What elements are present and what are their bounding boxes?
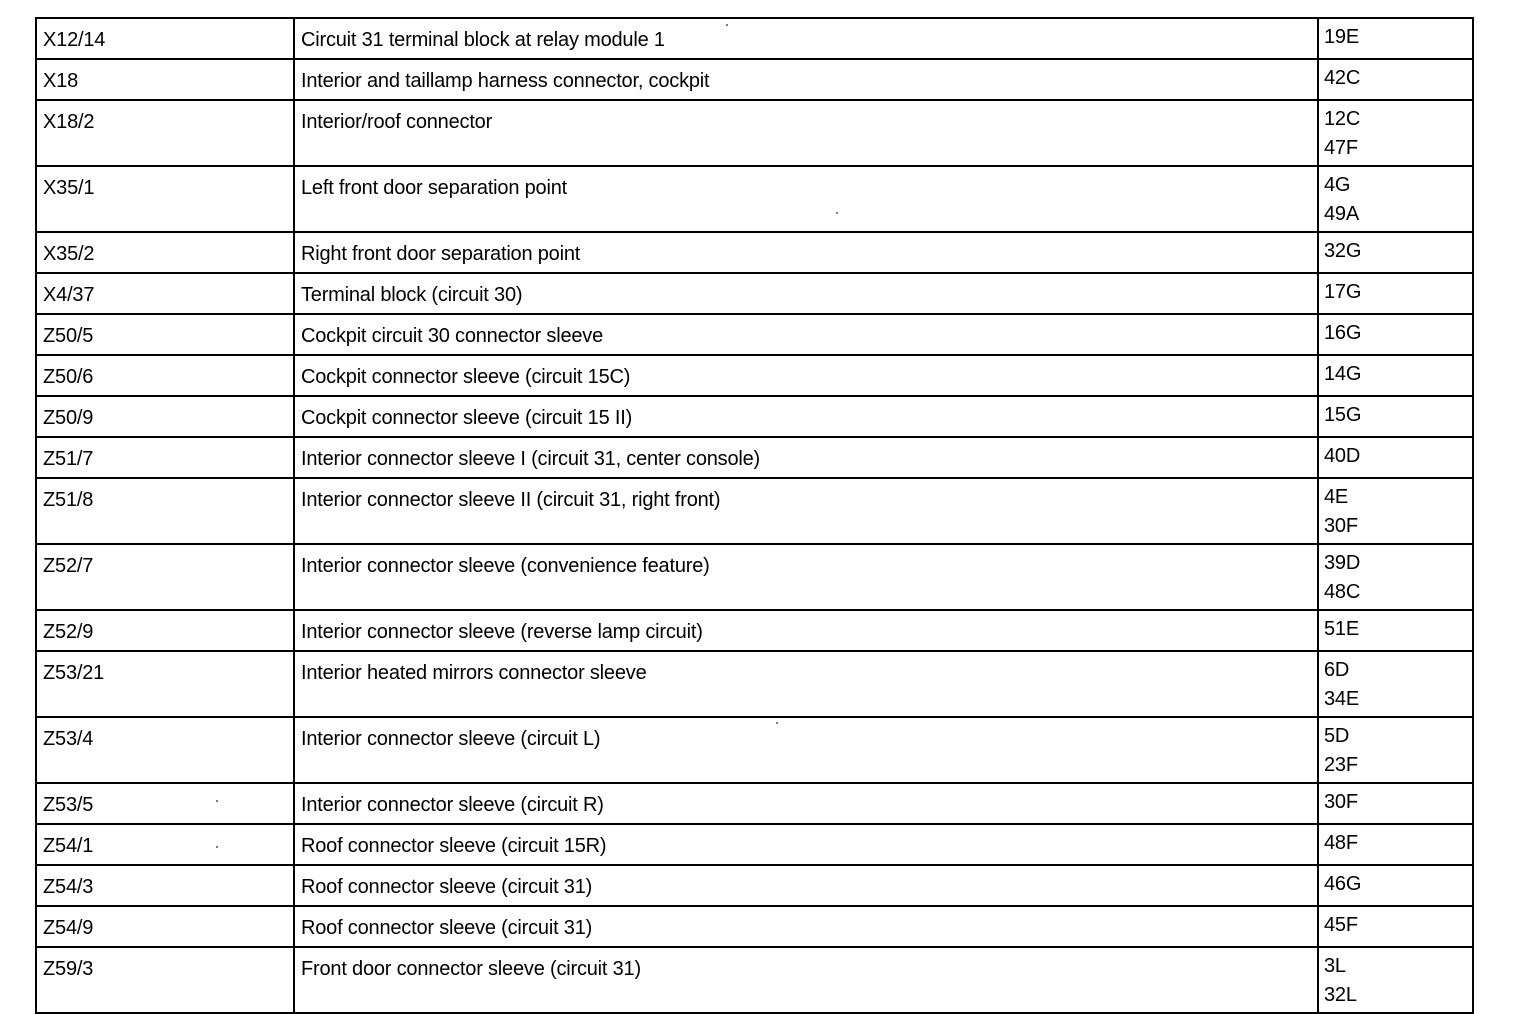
grid-location-value: 34E — [1324, 688, 1359, 710]
component-description-cell: Interior connector sleeve (convenience feature) — [294, 544, 1318, 610]
grid-location-cell — [1318, 824, 1473, 865]
table-row — [36, 783, 1473, 824]
grid-location-value: 51E — [1324, 618, 1359, 640]
table-row — [36, 544, 1473, 610]
grid-location-value: 47F — [1324, 137, 1358, 159]
table-row — [36, 396, 1473, 437]
component-description-cell: Roof connector sleeve (circuit 31) — [294, 906, 1318, 947]
grid-location-value: 12C — [1324, 108, 1361, 130]
grid-location-cell — [1318, 783, 1473, 824]
grid-location-cell — [1318, 396, 1473, 437]
grid-location-cell — [1318, 651, 1473, 717]
grid-location-value: 39D — [1324, 552, 1361, 574]
table-body — [36, 18, 1473, 1013]
grid-location-cell — [1318, 947, 1473, 1013]
table-row — [36, 355, 1473, 396]
component-code-cell: Z50/9 — [36, 396, 294, 437]
component-code-cell: Z52/9 — [36, 610, 294, 651]
component-code-cell: X18 — [36, 59, 294, 100]
component-description-cell: Interior/roof connector — [294, 100, 1318, 166]
grid-location-cell — [1318, 355, 1473, 396]
table-row — [36, 906, 1473, 947]
scan-speck — [776, 722, 778, 724]
component-code-cell: X18/2 — [36, 100, 294, 166]
table-row — [36, 610, 1473, 651]
component-description-cell: Cockpit connector sleeve (circuit 15 II) — [294, 396, 1318, 437]
component-code-cell: X35/2 — [36, 232, 294, 273]
table-row — [36, 166, 1473, 232]
grid-location-value: 16G — [1324, 322, 1362, 344]
grid-location-value: 32G — [1324, 240, 1362, 262]
component-code-cell: Z53/21 — [36, 651, 294, 717]
table-row — [36, 478, 1473, 544]
table-row — [36, 314, 1473, 355]
scan-speck — [726, 24, 728, 26]
grid-location-value: 17G — [1324, 281, 1362, 303]
component-code-cell: Z51/7 — [36, 437, 294, 478]
grid-location-value: 46G — [1324, 873, 1362, 895]
component-code-cell: Z54/9 — [36, 906, 294, 947]
scan-speck — [216, 800, 218, 802]
table-row — [36, 947, 1473, 1013]
component-code-cell: Z52/7 — [36, 544, 294, 610]
component-code-cell: Z51/8 — [36, 478, 294, 544]
component-description-cell: Cockpit connector sleeve (circuit 15C) — [294, 355, 1318, 396]
table-row — [36, 273, 1473, 314]
grid-location-value: 49A — [1324, 203, 1359, 225]
component-description-cell: Front door connector sleeve (circuit 31) — [294, 947, 1318, 1013]
component-description-cell: Roof connector sleeve (circuit 15R) — [294, 824, 1318, 865]
grid-location-cell — [1318, 232, 1473, 273]
grid-location-value: 48F — [1324, 832, 1358, 854]
grid-location-cell — [1318, 437, 1473, 478]
component-description-cell: Interior connector sleeve I (circuit 31, center console) — [294, 437, 1318, 478]
component-code-cell: Z54/3 — [36, 865, 294, 906]
grid-location-value: 30F — [1324, 515, 1358, 537]
component-code-cell: Z50/6 — [36, 355, 294, 396]
component-code-cell: X35/1 — [36, 166, 294, 232]
grid-location-value: 42C — [1324, 67, 1361, 89]
grid-location-value: 48C — [1324, 581, 1361, 603]
grid-location-cell — [1318, 906, 1473, 947]
component-description-cell: Interior and taillamp harness connector, cockpit — [294, 59, 1318, 100]
component-description-cell: Roof connector sleeve (circuit 31) — [294, 865, 1318, 906]
grid-location-cell — [1318, 18, 1473, 59]
component-description-cell: Cockpit circuit 30 connector sleeve — [294, 314, 1318, 355]
grid-location-cell — [1318, 59, 1473, 100]
grid-location-cell — [1318, 273, 1473, 314]
component-code-cell: Z50/5 — [36, 314, 294, 355]
grid-location-value: 32L — [1324, 984, 1357, 1006]
grid-location-cell — [1318, 717, 1473, 783]
component-description-cell: Right front door separation point — [294, 232, 1318, 273]
grid-location-value: 45F — [1324, 914, 1358, 936]
grid-location-value: 4G — [1324, 174, 1351, 196]
component-description-cell: Interior connector sleeve II (circuit 31, right front) — [294, 478, 1318, 544]
grid-location-value: 4E — [1324, 486, 1349, 508]
component-description-cell: Interior connector sleeve (circuit R) — [294, 783, 1318, 824]
component-description-cell: Interior connector sleeve (reverse lamp circuit) — [294, 610, 1318, 651]
grid-location-value: 19E — [1324, 26, 1359, 48]
grid-location-cell — [1318, 166, 1473, 232]
table-row — [36, 437, 1473, 478]
table-row — [36, 100, 1473, 166]
component-description-cell: Circuit 31 terminal block at relay module 1 — [294, 18, 1318, 59]
table-row — [36, 824, 1473, 865]
component-code-cell: Z53/4 — [36, 717, 294, 783]
grid-location-value: 15G — [1324, 404, 1362, 426]
grid-location-cell — [1318, 865, 1473, 906]
component-code-cell: Z59/3 — [36, 947, 294, 1013]
table-row — [36, 651, 1473, 717]
component-code-cell: X4/37 — [36, 273, 294, 314]
scan-speck — [216, 846, 218, 848]
grid-location-cell — [1318, 610, 1473, 651]
grid-location-cell — [1318, 544, 1473, 610]
component-code-cell: X12/14 — [36, 18, 294, 59]
grid-location-value: 5D — [1324, 725, 1350, 747]
component-description-cell: Terminal block (circuit 30) — [294, 273, 1318, 314]
table-row — [36, 865, 1473, 906]
table-row — [36, 232, 1473, 273]
grid-location-value: 30F — [1324, 791, 1358, 813]
grid-location-cell — [1318, 100, 1473, 166]
component-code-cell: Z54/1 — [36, 824, 294, 865]
scan-speck — [836, 212, 838, 214]
component-description-cell: Interior heated mirrors connector sleeve — [294, 651, 1318, 717]
component-description-cell: Interior connector sleeve (circuit L) — [294, 717, 1318, 783]
grid-location-value: 3L — [1324, 955, 1346, 977]
component-code-cell: Z53/5 — [36, 783, 294, 824]
grid-location-cell — [1318, 478, 1473, 544]
table-row — [36, 18, 1473, 59]
grid-location-value: 6D — [1324, 659, 1350, 681]
grid-location-value: 23F — [1324, 754, 1358, 776]
grid-location-value: 14G — [1324, 363, 1362, 385]
table-row — [36, 59, 1473, 100]
table-row — [36, 717, 1473, 783]
grid-location-value: 40D — [1324, 445, 1361, 467]
grid-location-cell — [1318, 314, 1473, 355]
component-description-cell: Left front door separation point — [294, 166, 1318, 232]
component-location-table — [35, 17, 1474, 1014]
